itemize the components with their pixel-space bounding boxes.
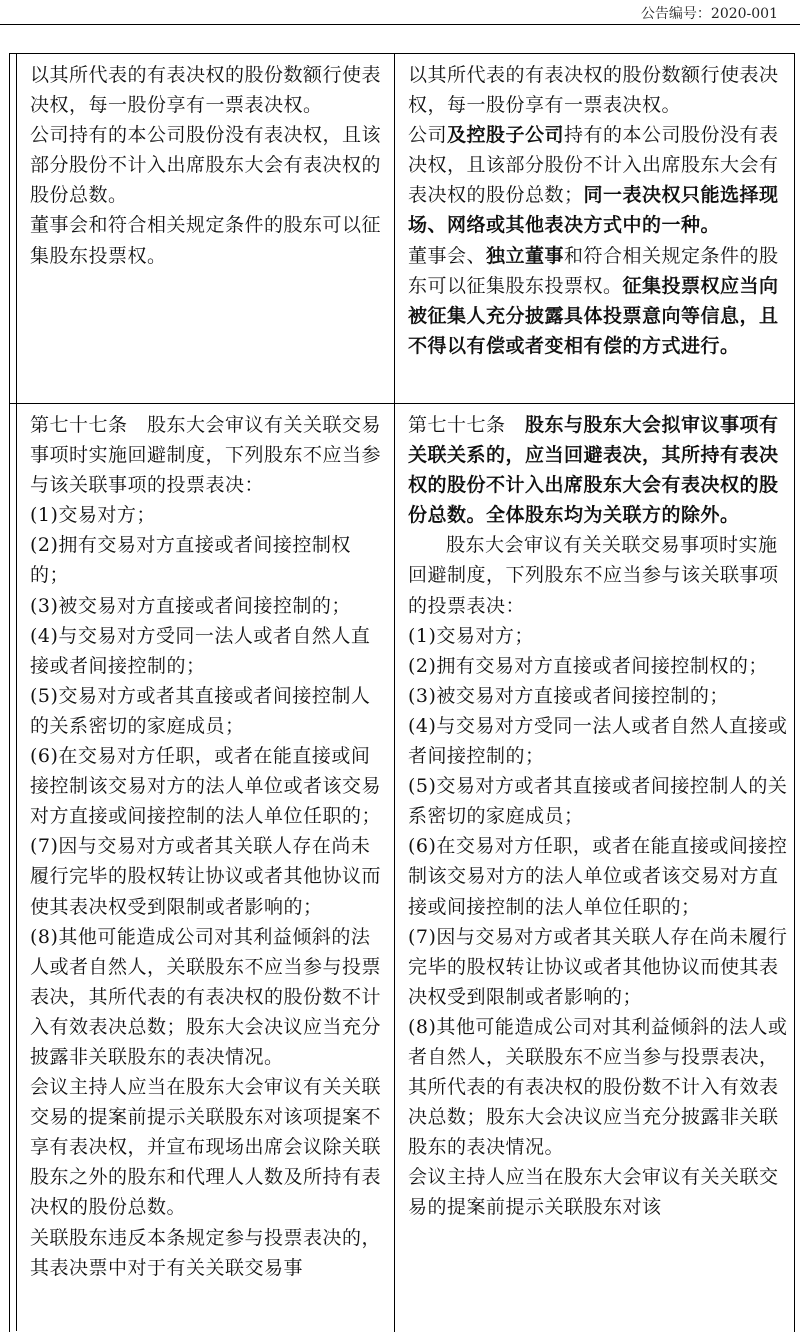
paragraph [30,410,388,500]
text-run: (6)在交易对方任职，或者在能直接或间接控制该交易对方的法人单位或者该交易对方直接或间接控制的法人单位任职的； [30,745,382,828]
paragraph [408,1162,788,1222]
paragraph [30,741,388,831]
text-run: (3)被交易对方直接或者间接控制的； [408,684,729,707]
paragraph [30,120,388,210]
paragraph [408,711,788,771]
bold-text-run: 征集投票权应当向被征集人充分披露具体投票意向等信息，且不得以有偿或者变相有偿的方式进行。 [408,274,779,357]
paragraph [408,60,788,120]
comparison-table [9,53,795,1332]
paragraph [408,651,788,681]
text-run: (4)与交易对方受同一法人或者自然人直接或者间接控制的； [30,624,371,677]
paragraph [30,1223,388,1283]
text-run: (1)交易对方； [30,504,156,527]
paragraph [408,831,788,921]
paragraph [30,621,388,681]
text-run: 持有的本公司股份没有表决权，且该部分股份不计入出席股东大会有表决权的股份总数； [408,124,779,207]
paragraph [408,530,788,620]
paragraph [408,681,788,711]
text-run: (8)其他可能造成公司对其利益倾斜的法人或者自然人，关联股东不应当参与投票表决，其所代表的有表决权的股份数不计入有效表决总数；股东大会决议应当充分披露非关联股东的表决情况。 [30,925,382,1068]
table-row [10,404,794,1332]
text-run: 第七十七条 股东大会审议有关关联交易事项时实施回避制度，下列股东不应当参与该关联事项的投票表决： [30,414,382,497]
text-run: (3)被交易对方直接或者间接控制的； [30,594,351,617]
bold-text-run: 同一表决权只能选择现场、网络或其他表决方式中的一种。 [408,184,779,237]
table-row [10,54,794,404]
text-run: (8)其他可能造成公司对其利益倾斜的法人或者自然人，关联股东不应当参与投票表决，其所代表的有表决权的股份数不计入有效表决总数；股东大会决议应当充分披露非关联股东的表决情况。 [408,1015,788,1159]
text-run: 和符合相关规定条件的股东可以征集股东投票权。 [408,244,779,297]
announcement-number: 公告编号：2020-001 [640,6,778,22]
paragraph [408,241,788,361]
text-run: 第七十七条 [408,414,526,436]
paragraph [408,922,788,1012]
text-run: 股东大会审议有关关联交易事项时实施回避制度，下列股东不应当参与该关联事项的投票表决： [408,534,779,617]
paragraph [408,621,788,651]
text-run: (4)与交易对方受同一法人或者自然人直接或者间接控制的； [408,714,788,768]
paragraph [30,591,388,621]
original-text-cell [17,54,394,403]
paragraph [408,1012,788,1162]
text-run: 董事会、 [408,244,487,267]
text-run: (2)拥有交易对方直接或者间接控制权的； [408,654,768,677]
paragraph [30,530,388,590]
text-run: 关联股东违反本条规定参与投票表决的，其表决票中对于有关关联交易事 [30,1226,382,1279]
text-run: 董事会和符合相关规定条件的股东可以征集股东投票权。 [30,214,382,267]
text-run: 以其所代表的有表决权的股份数额行使表决权，每一股份享有一票表决权。 [30,64,382,117]
text-run: (5)交易对方或者其直接或者间接控制人的关系密切的家庭成员； [408,775,788,828]
paragraph [30,922,388,1072]
paragraph [30,831,388,921]
text-run: (7)因与交易对方或者其关联人存在尚未履行完毕的股权转让协议或者其他协议而使其表决权受到限制或者影响的； [30,835,382,918]
text-run: 以其所代表的有表决权的股份数额行使表决权，每一股份享有一票表决权。 [408,64,779,117]
bold-text-run: 股东与股东大会拟审议事项有关联关系的，应当回避表决，其所持有表决权的股份不计入出席股东大会有表决权的股份总数。全体股东均为关联方的除外。 [408,414,779,527]
paragraph [408,771,788,831]
paragraph [30,60,388,120]
paragraph [30,681,388,741]
paragraph [30,1072,388,1222]
text-run: 会议主持人应当在股东大会审议有关关联交易的提案前提示关联股东对该项提案不享有表决权，并宣布现场出席会议除关联股东之外的股东和代理人人数及所持有表决权的股份总数。 [30,1076,382,1219]
text-run: 公司持有的本公司股份没有表决权，且该部分股份不计入出席股东大会有表决权的股份总数。 [30,124,382,207]
text-run: (1)交易对方； [408,624,534,647]
text-run: (5)交易对方或者其直接或者间接控制人的关系密切的家庭成员； [30,684,371,737]
bold-text-run: 及控股子公司 [447,124,565,147]
amended-text-cell [394,404,794,1332]
paragraph [30,210,388,270]
text-run: (7)因与交易对方或者其关联人存在尚未履行完毕的股权转让协议或者其他协议而使其表决权受到限制或者影响的； [408,925,788,1008]
bold-text-run: 独立董事 [486,244,565,267]
paragraph [30,500,388,530]
text-run: 会议主持人应当在股东大会审议有关关联交易的提案前提示关联股东对该 [408,1166,779,1219]
text-run: 公司 [408,124,448,147]
original-text-cell [17,404,394,1332]
text-run: (2)拥有交易对方直接或者间接控制权的； [30,534,351,587]
paragraph [408,120,788,240]
text-run: (6)在交易对方任职，或者在能直接或间接控制该交易对方的法人单位或者该交易对方直接或间接控制的法人单位任职的； [408,835,788,918]
header-divider [0,24,800,25]
paragraph [408,410,788,530]
amended-text-cell [394,54,794,403]
